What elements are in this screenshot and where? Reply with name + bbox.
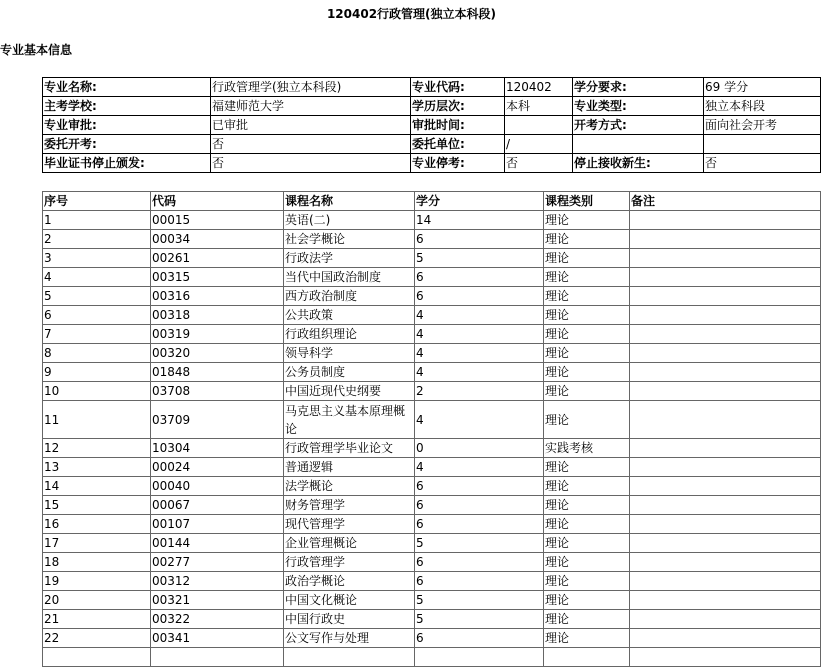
course-index: 16 bbox=[43, 515, 151, 534]
course-index: 3 bbox=[43, 249, 151, 268]
info-label: 主考学校: bbox=[43, 97, 211, 116]
course-code: 01848 bbox=[151, 363, 284, 382]
course-credit: 6 bbox=[415, 230, 544, 249]
course-type: 理论 bbox=[544, 268, 630, 287]
course-index: 6 bbox=[43, 306, 151, 325]
course-code: 00040 bbox=[151, 477, 284, 496]
course-credit: 6 bbox=[415, 515, 544, 534]
info-value: 69 学分 bbox=[704, 78, 821, 97]
course-index: 4 bbox=[43, 268, 151, 287]
info-row bbox=[43, 78, 821, 97]
table-row bbox=[43, 458, 821, 477]
column-header: 序号 bbox=[43, 192, 151, 211]
course-index: 2 bbox=[43, 230, 151, 249]
course-note bbox=[630, 230, 821, 249]
course-index: 1 bbox=[43, 211, 151, 230]
info-label: 委托开考: bbox=[43, 135, 211, 154]
course-name: 法学概论 bbox=[284, 477, 415, 496]
info-row bbox=[43, 135, 821, 154]
course-credit: 4 bbox=[415, 306, 544, 325]
info-value bbox=[704, 135, 821, 154]
course-credit: 6 bbox=[415, 629, 544, 648]
info-label: 专业审批: bbox=[43, 116, 211, 135]
course-type: 理论 bbox=[544, 363, 630, 382]
empty-cell bbox=[43, 648, 151, 667]
course-type: 理论 bbox=[544, 610, 630, 629]
table-row bbox=[43, 553, 821, 572]
course-type: 理论 bbox=[544, 496, 630, 515]
table-row bbox=[43, 515, 821, 534]
course-type: 实践考核 bbox=[544, 439, 630, 458]
course-name: 行政管理学 bbox=[284, 553, 415, 572]
course-table bbox=[42, 191, 821, 667]
course-credit: 4 bbox=[415, 325, 544, 344]
empty-cell bbox=[151, 648, 284, 667]
course-credit: 4 bbox=[415, 363, 544, 382]
table-row bbox=[43, 230, 821, 249]
course-note bbox=[630, 325, 821, 344]
table-row bbox=[43, 572, 821, 591]
course-credit: 0 bbox=[415, 439, 544, 458]
info-value: 120402 bbox=[505, 78, 573, 97]
info-label bbox=[573, 135, 704, 154]
info-value: 本科 bbox=[505, 97, 573, 116]
course-note bbox=[630, 382, 821, 401]
info-value: / bbox=[505, 135, 573, 154]
course-code: 00322 bbox=[151, 610, 284, 629]
course-credit: 6 bbox=[415, 553, 544, 572]
course-index: 22 bbox=[43, 629, 151, 648]
empty-cell bbox=[544, 648, 630, 667]
course-note bbox=[630, 268, 821, 287]
course-name: 马克思主义基本原理概论 bbox=[284, 401, 415, 439]
course-type: 理论 bbox=[544, 382, 630, 401]
info-value: 否 bbox=[505, 154, 573, 173]
course-note bbox=[630, 610, 821, 629]
course-name: 普通逻辑 bbox=[284, 458, 415, 477]
table-row bbox=[43, 363, 821, 382]
course-name: 企业管理概论 bbox=[284, 534, 415, 553]
table-row bbox=[43, 268, 821, 287]
course-note bbox=[630, 363, 821, 382]
course-note bbox=[630, 591, 821, 610]
info-value bbox=[505, 116, 573, 135]
course-note bbox=[630, 401, 821, 439]
course-credit: 6 bbox=[415, 572, 544, 591]
info-value: 福建师范大学 bbox=[211, 97, 411, 116]
course-credit: 5 bbox=[415, 591, 544, 610]
course-note bbox=[630, 534, 821, 553]
course-code: 00321 bbox=[151, 591, 284, 610]
course-index: 5 bbox=[43, 287, 151, 306]
course-index: 8 bbox=[43, 344, 151, 363]
course-note bbox=[630, 477, 821, 496]
section-title: 专业基本信息 bbox=[0, 43, 73, 57]
course-note bbox=[630, 211, 821, 230]
column-header: 课程名称 bbox=[284, 192, 415, 211]
table-row bbox=[43, 591, 821, 610]
course-note bbox=[630, 496, 821, 515]
table-row bbox=[43, 401, 821, 439]
course-credit: 6 bbox=[415, 496, 544, 515]
course-note bbox=[630, 249, 821, 268]
course-index: 17 bbox=[43, 534, 151, 553]
course-name: 西方政治制度 bbox=[284, 287, 415, 306]
course-credit: 2 bbox=[415, 382, 544, 401]
table-row bbox=[43, 439, 821, 458]
course-code: 00261 bbox=[151, 249, 284, 268]
course-credit: 5 bbox=[415, 534, 544, 553]
course-header-row bbox=[43, 192, 821, 211]
column-header: 备注 bbox=[630, 192, 821, 211]
course-note bbox=[630, 515, 821, 534]
course-code: 00067 bbox=[151, 496, 284, 515]
course-note bbox=[630, 553, 821, 572]
empty-cell bbox=[415, 648, 544, 667]
course-credit: 6 bbox=[415, 268, 544, 287]
table-row bbox=[43, 534, 821, 553]
course-type: 理论 bbox=[544, 230, 630, 249]
column-header: 课程类别 bbox=[544, 192, 630, 211]
course-code: 03708 bbox=[151, 382, 284, 401]
course-name: 中国文化概论 bbox=[284, 591, 415, 610]
course-name: 英语(二) bbox=[284, 211, 415, 230]
course-name: 中国行政史 bbox=[284, 610, 415, 629]
course-index: 7 bbox=[43, 325, 151, 344]
course-type: 理论 bbox=[544, 401, 630, 439]
course-name: 当代中国政治制度 bbox=[284, 268, 415, 287]
course-code: 03709 bbox=[151, 401, 284, 439]
course-name: 行政组织理论 bbox=[284, 325, 415, 344]
course-type: 理论 bbox=[544, 534, 630, 553]
course-code: 00312 bbox=[151, 572, 284, 591]
course-index: 14 bbox=[43, 477, 151, 496]
info-label: 学分要求: bbox=[573, 78, 704, 97]
info-label: 审批时间: bbox=[411, 116, 505, 135]
course-note bbox=[630, 306, 821, 325]
table-row bbox=[43, 629, 821, 648]
course-index: 9 bbox=[43, 363, 151, 382]
course-type: 理论 bbox=[544, 515, 630, 534]
course-credit: 6 bbox=[415, 287, 544, 306]
course-note bbox=[630, 439, 821, 458]
course-index: 11 bbox=[43, 401, 151, 439]
course-name: 财务管理学 bbox=[284, 496, 415, 515]
course-note bbox=[630, 344, 821, 363]
info-label: 毕业证书停止颁发: bbox=[43, 154, 211, 173]
table-row bbox=[43, 249, 821, 268]
course-code: 00015 bbox=[151, 211, 284, 230]
info-value: 否 bbox=[704, 154, 821, 173]
info-value: 行政管理学(独立本科段) bbox=[211, 78, 411, 97]
table-row bbox=[43, 211, 821, 230]
course-credit: 4 bbox=[415, 344, 544, 363]
course-note bbox=[630, 287, 821, 306]
empty-cell bbox=[630, 648, 821, 667]
course-code: 00316 bbox=[151, 287, 284, 306]
course-type: 理论 bbox=[544, 591, 630, 610]
info-label: 委托单位: bbox=[411, 135, 505, 154]
course-index: 12 bbox=[43, 439, 151, 458]
course-name: 公务员制度 bbox=[284, 363, 415, 382]
course-code: 00341 bbox=[151, 629, 284, 648]
course-type: 理论 bbox=[544, 306, 630, 325]
course-code: 00024 bbox=[151, 458, 284, 477]
column-header: 代码 bbox=[151, 192, 284, 211]
course-type: 理论 bbox=[544, 477, 630, 496]
course-type: 理论 bbox=[544, 344, 630, 363]
info-table bbox=[42, 77, 821, 173]
info-label: 专业代码: bbox=[411, 78, 505, 97]
table-row bbox=[43, 610, 821, 629]
page-title: 120402行政管理(独立本科段) bbox=[326, 7, 497, 21]
course-type: 理论 bbox=[544, 249, 630, 268]
course-note bbox=[630, 629, 821, 648]
course-note bbox=[630, 458, 821, 477]
info-value: 已审批 bbox=[211, 116, 411, 135]
course-code: 00315 bbox=[151, 268, 284, 287]
table-row bbox=[43, 344, 821, 363]
course-index: 19 bbox=[43, 572, 151, 591]
course-note bbox=[630, 572, 821, 591]
course-name: 社会学概论 bbox=[284, 230, 415, 249]
course-name: 现代管理学 bbox=[284, 515, 415, 534]
course-code: 00107 bbox=[151, 515, 284, 534]
course-name: 中国近现代史纲要 bbox=[284, 382, 415, 401]
course-credit: 4 bbox=[415, 401, 544, 439]
course-name: 公共政策 bbox=[284, 306, 415, 325]
course-code: 00034 bbox=[151, 230, 284, 249]
info-label: 专业类型: bbox=[573, 97, 704, 116]
column-header: 学分 bbox=[415, 192, 544, 211]
course-type: 理论 bbox=[544, 572, 630, 591]
info-value: 否 bbox=[211, 154, 411, 173]
course-code: 00144 bbox=[151, 534, 284, 553]
info-row bbox=[43, 154, 821, 173]
table-row bbox=[43, 382, 821, 401]
info-label: 停止接收新生: bbox=[573, 154, 704, 173]
course-name: 领导科学 bbox=[284, 344, 415, 363]
course-name: 行政管理学毕业论文 bbox=[284, 439, 415, 458]
course-name: 公文写作与处理 bbox=[284, 629, 415, 648]
course-type: 理论 bbox=[544, 325, 630, 344]
course-type: 理论 bbox=[544, 287, 630, 306]
info-row bbox=[43, 116, 821, 135]
table-row bbox=[43, 477, 821, 496]
info-value: 面向社会开考 bbox=[704, 116, 821, 135]
course-code: 00318 bbox=[151, 306, 284, 325]
table-row bbox=[43, 496, 821, 515]
course-credit: 6 bbox=[415, 477, 544, 496]
empty-row bbox=[43, 648, 821, 667]
info-value: 否 bbox=[211, 135, 411, 154]
course-index: 13 bbox=[43, 458, 151, 477]
course-type: 理论 bbox=[544, 211, 630, 230]
course-code: 00277 bbox=[151, 553, 284, 572]
course-name: 政治学概论 bbox=[284, 572, 415, 591]
course-type: 理论 bbox=[544, 629, 630, 648]
course-code: 00320 bbox=[151, 344, 284, 363]
course-index: 15 bbox=[43, 496, 151, 515]
course-name: 行政法学 bbox=[284, 249, 415, 268]
info-label: 专业停考: bbox=[411, 154, 505, 173]
info-row bbox=[43, 97, 821, 116]
table-row bbox=[43, 287, 821, 306]
info-label: 开考方式: bbox=[573, 116, 704, 135]
table-row bbox=[43, 325, 821, 344]
course-credit: 4 bbox=[415, 458, 544, 477]
course-credit: 14 bbox=[415, 211, 544, 230]
course-index: 20 bbox=[43, 591, 151, 610]
course-index: 10 bbox=[43, 382, 151, 401]
course-credit: 5 bbox=[415, 610, 544, 629]
course-code: 10304 bbox=[151, 439, 284, 458]
course-type: 理论 bbox=[544, 458, 630, 477]
course-code: 00319 bbox=[151, 325, 284, 344]
info-label: 专业名称: bbox=[43, 78, 211, 97]
course-index: 18 bbox=[43, 553, 151, 572]
empty-cell bbox=[284, 648, 415, 667]
course-credit: 5 bbox=[415, 249, 544, 268]
info-value: 独立本科段 bbox=[704, 97, 821, 116]
info-label: 学历层次: bbox=[411, 97, 505, 116]
course-index: 21 bbox=[43, 610, 151, 629]
table-row bbox=[43, 306, 821, 325]
course-type: 理论 bbox=[544, 553, 630, 572]
